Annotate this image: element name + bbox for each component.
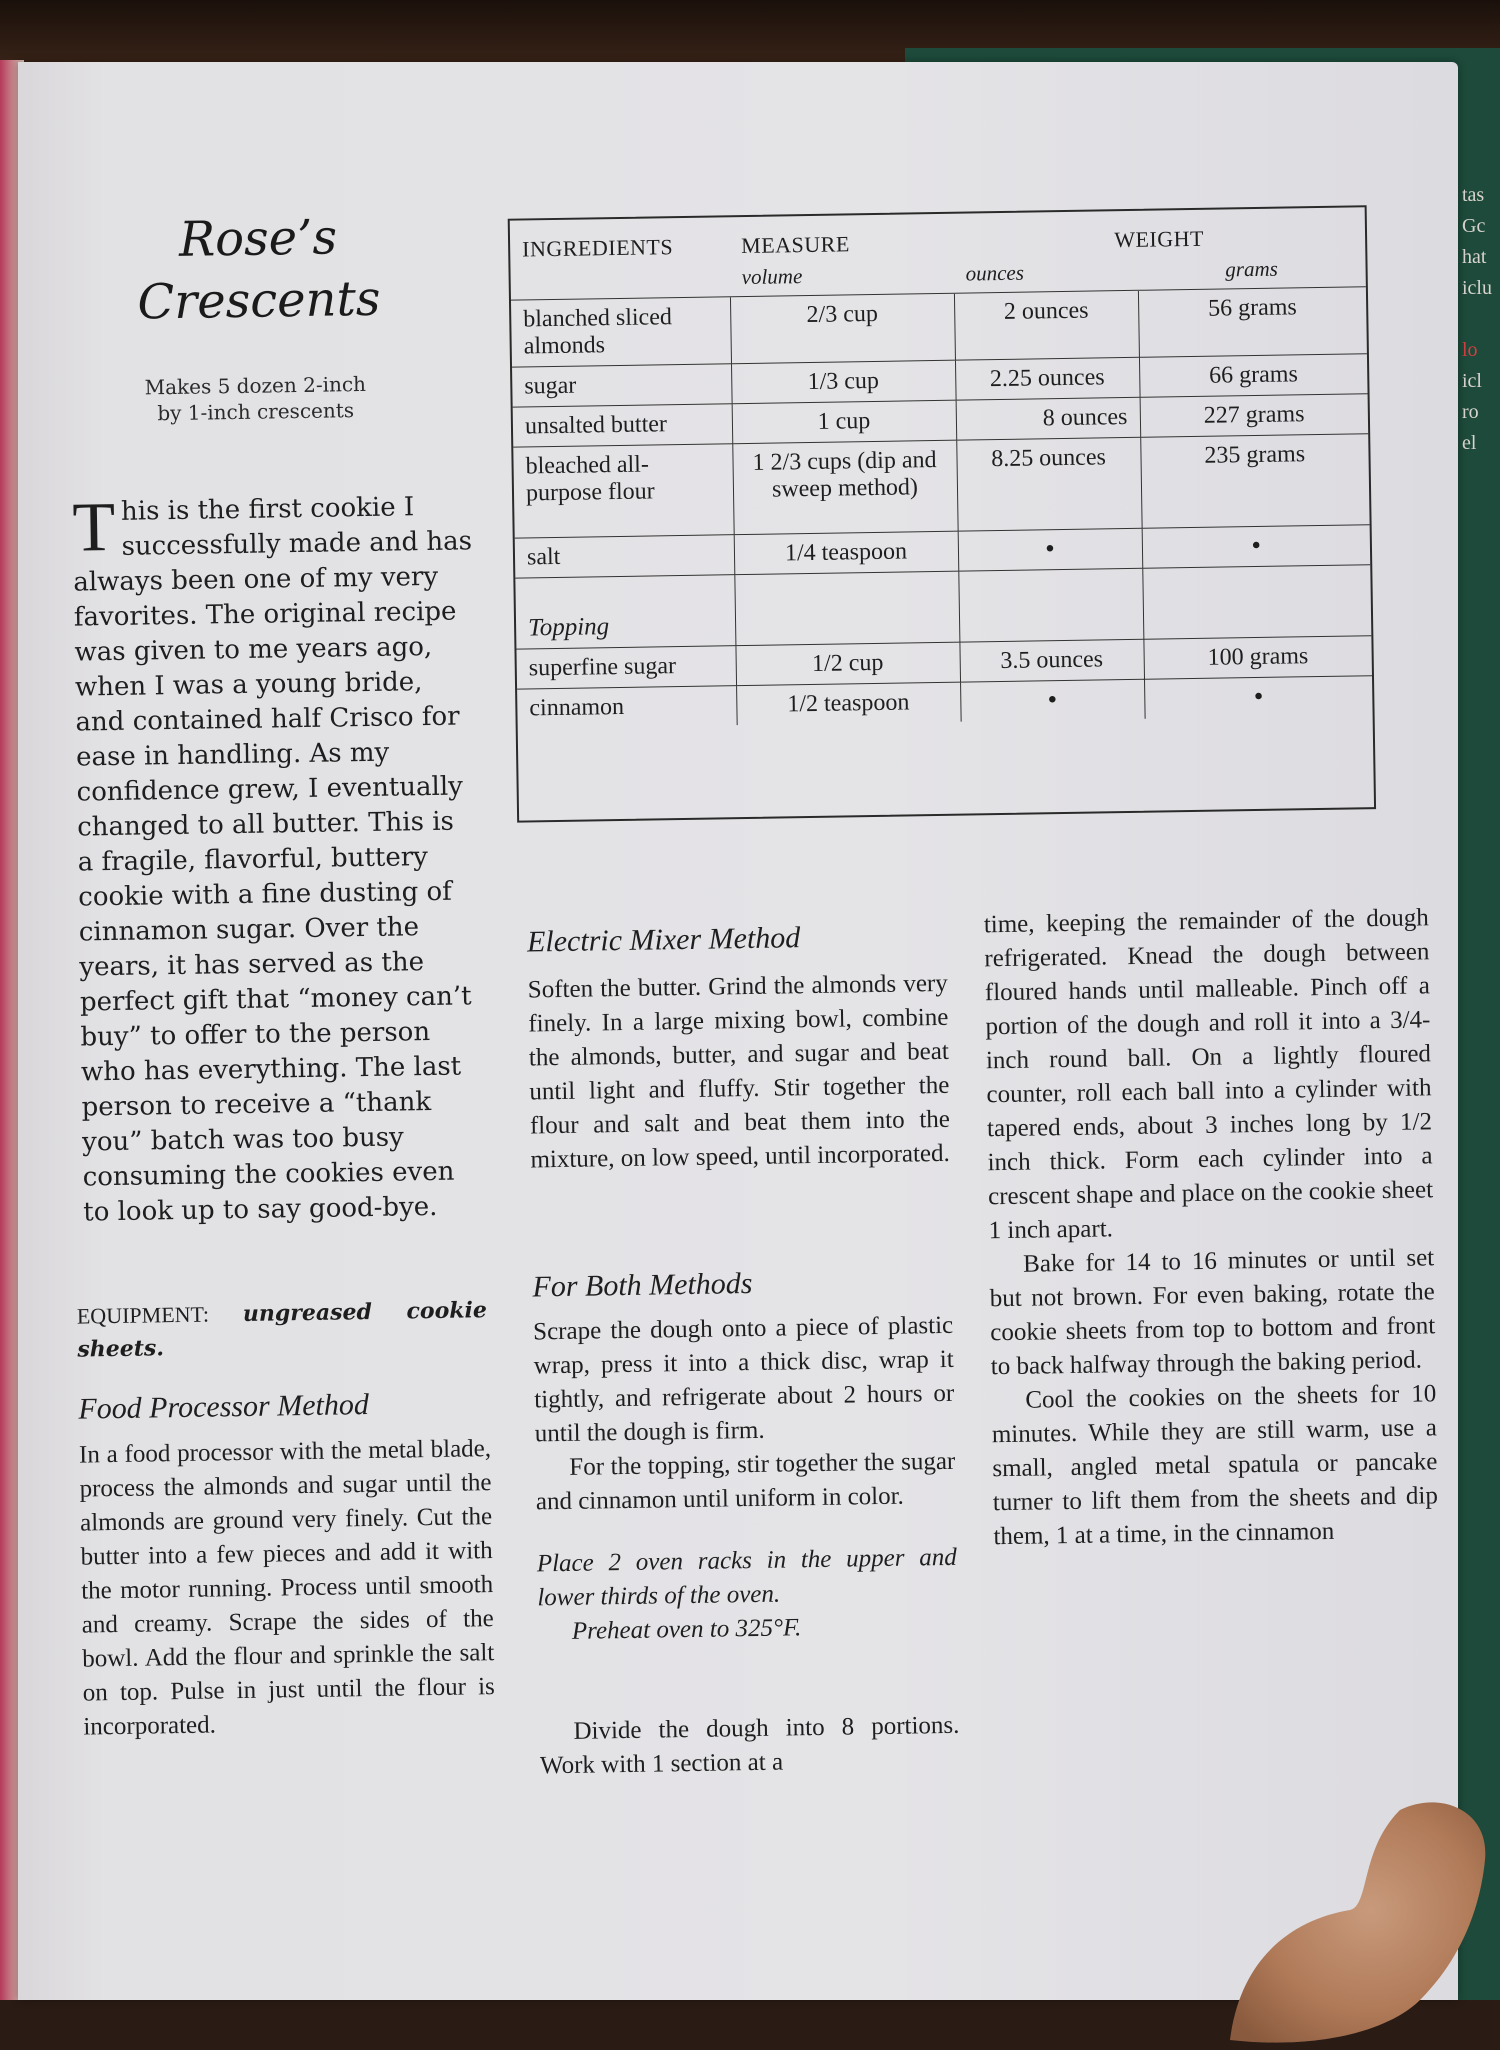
divide-text-start: Divide the dough into 8 portions. Work with 1 section at a <box>539 1711 960 1780</box>
food-processor-heading: Food Processor Method <box>78 1388 370 1426</box>
header-grams: grams <box>1137 255 1365 290</box>
ingredient-table <box>508 205 1376 822</box>
preheat-note: Preheat oven to 325°F. <box>571 1614 802 1645</box>
electric-mixer-text: Soften the butter. Grind the almonds very finely. In a large mixing bowl, combine the almonds, butter, and sugar and beat until light and fluffy. Stir together the flour and salt and beat them into the mixture, on low speed, until incorporated. <box>527 969 951 1174</box>
header-volume: volume <box>729 262 953 297</box>
right-column-text: time, keeping the remainder of the dough refrigerated. Knead the dough between floured hands until malleable. Pinch off a portion of the dough and roll it into a 3/4-inch round ball. On a lightly floured counter, roll each ball into a cylinder with tapered ends, about 3 inches long by 1/2 inch thick. Form each cylinder into a crescent shape and place on the cookie sheet 1 inch apart. Bake for 14 to 16 minutes or until set but not brown. For even baking, rotate the cookie sheets from top to bottom and front to back halfway through the baking period. Cool the cookies on the sheets for 10 minutes. While they are still warm, use a small, angled metal spatula or pancake turner to lift them from the sheets and dip them, 1 at a time, in the cinnamon <box>984 901 1439 1554</box>
recipe-title: Rose’s Crescents <box>137 209 381 331</box>
header-ingredients: INGREDIENTS <box>521 234 674 262</box>
header-ounces: ounces <box>953 259 1137 293</box>
intro-paragraph <box>72 489 483 1230</box>
drop-cap: T <box>71 488 116 567</box>
topping-label: Topping <box>515 575 735 649</box>
table-row: bleached all-purpose flour 1 2/3 cups (dip and sweep method) 8.25 ounces 235 grams <box>513 434 1369 538</box>
oven-rack-note: Place 2 oven racks in the upper and lower thirds of the oven. <box>536 1543 957 1612</box>
table-row: sugar 1/3 cup 2.25 ounces 66 grams <box>512 354 1368 407</box>
table-topping-row <box>515 565 1371 649</box>
recipe-yield: Makes 5 dozen 2-inch by 1-inch crescents <box>144 371 367 426</box>
table-row: unsalted butter 1 cup 8 ounces 227 grams <box>513 394 1369 447</box>
both-methods-heading: For Both Methods <box>532 1266 753 1304</box>
header-weight: WEIGHT <box>1114 225 1205 253</box>
table-row: blanched sliced almonds 2/3 cup 2 ounces 56 grams <box>511 287 1367 367</box>
intro-text: his is the first cookie I successfully made and has always been one of my very favorites. The original recipe was given to me years ago, when I was a young bride, and contained half Crisco for ease in handling. As my confidence grew, I eventually changed to all butter. This is a fragile, flavorful, buttery cookie with a fine dusting of cinnamon sugar. Over the years, it has served as the perfect gift that “money can’t buy” to offer to the person who has everything. The last person to receive a “thank you” batch was too busy consuming the cookies even to look up to say good-bye. <box>73 492 473 1228</box>
food-processor-text: In a food processor with the metal blade, process the almonds and sugar until the almonds are ground very finely. Cut the butter into a few pieces and add it with the motor running. Process until smooth and creamy. Scrape the sides of the bowl. Add the flour and sprinkle the salt on top. Pulse in just until the flour is incorporated. <box>78 1435 495 1741</box>
table-row: salt 1/4 teaspoon • • <box>515 525 1371 578</box>
header-measure: MEASURE <box>740 231 850 259</box>
table-row: superfine sugar 1/2 cup 3.5 ounces 100 grams <box>516 636 1372 689</box>
equipment-line: EQUIPMENT: ungreased cookie sheets. <box>76 1297 488 1363</box>
both-methods-text: Scrape the dough onto a piece of plastic wrap, press it into a thick disc, wrap it tightly, and refrigerate about 2 hours or until the dough is firm. For the topping, stir together the sugar and cinnamon until uniform in color. Place 2 oven racks in the upper and lower thirds of the oven. Preheat oven to 325°F. <box>533 1309 958 1650</box>
adjacent-page-text: tas Gc hat iclu lo icl ro el <box>1462 184 1492 454</box>
crescent-cookie-image <box>1200 1790 1500 2050</box>
divide-text-continued: time, keeping the remainder of the dough refrigerated. Knead the dough between floured hands until malleable. Pinch off a portion of the dough and roll it into a 3/4-inch round ball. On a lightly floured counter, roll each ball into a cylinder with tapered ends, about 3 inches long by 1/2 inch thick. Form each cylinder into a crescent shape and place on the cookie sheet 1 inch apart. <box>983 904 1434 1245</box>
table-row: cinnamon 1/2 teaspoon • • <box>517 676 1373 729</box>
electric-mixer-heading: Electric Mixer Method <box>526 921 801 959</box>
